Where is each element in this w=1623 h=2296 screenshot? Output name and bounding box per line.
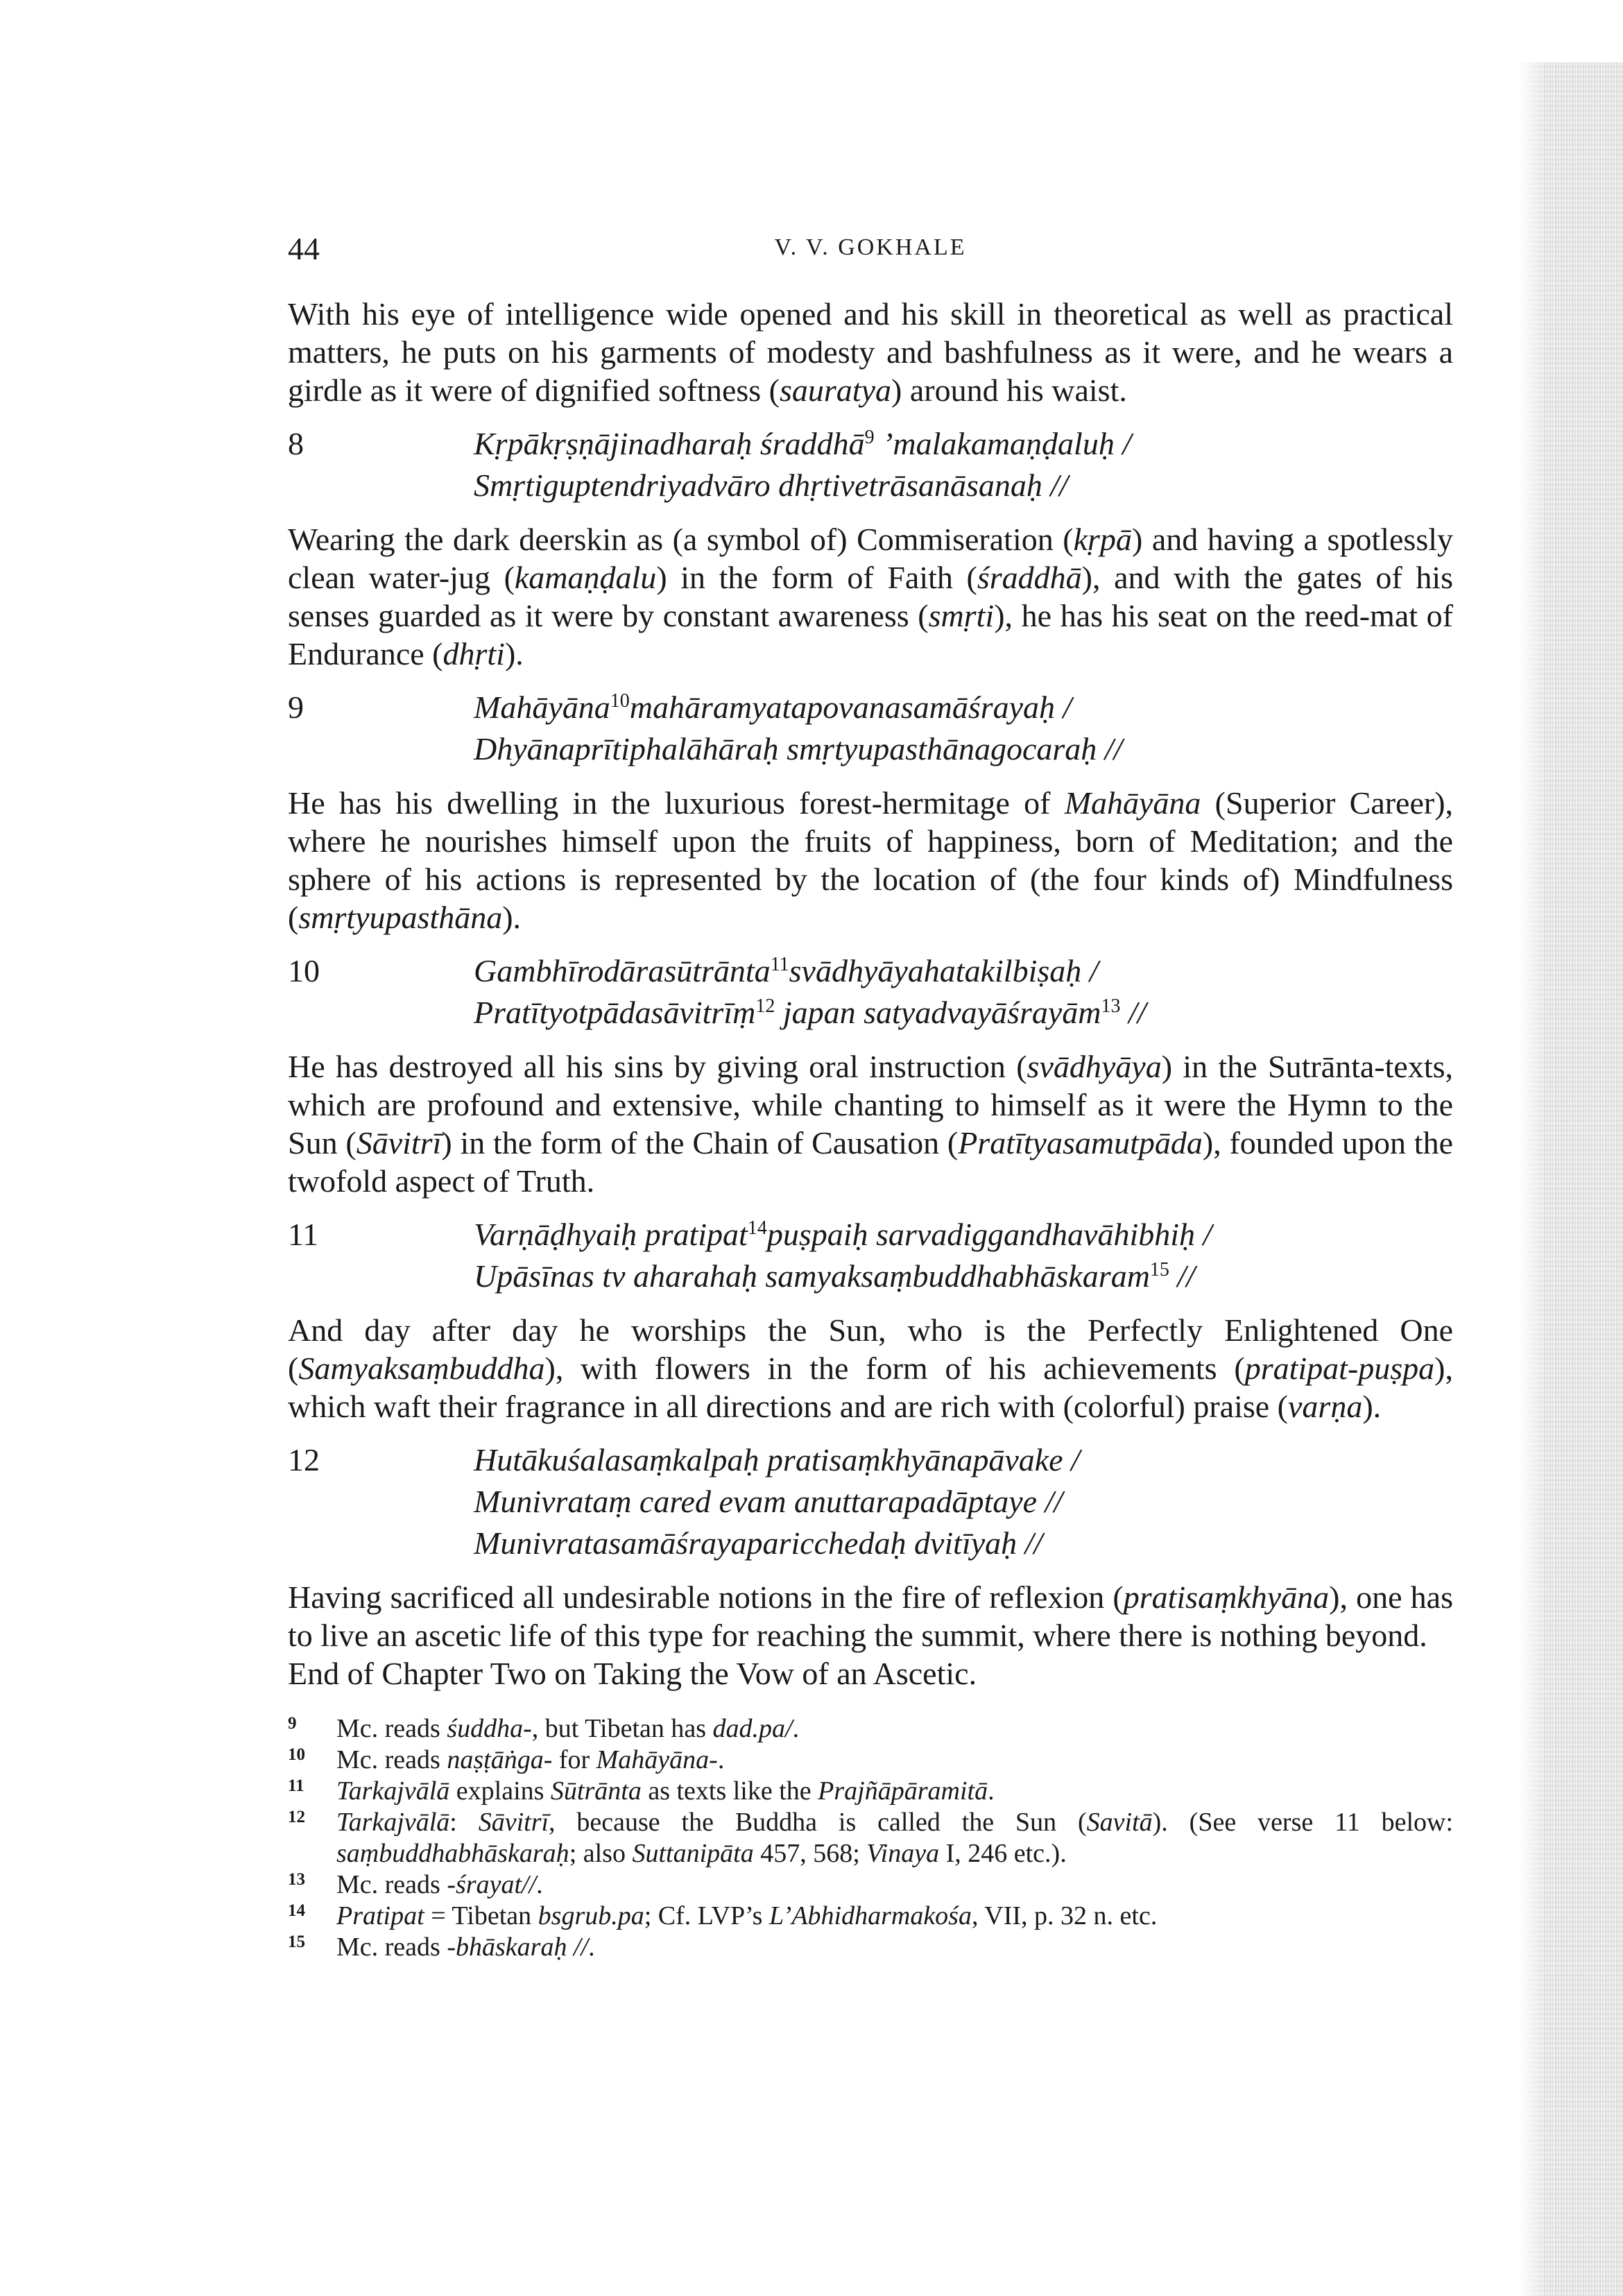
verse-text: svādhyāyahatakilbiṣaḥ /: [789, 953, 1099, 988]
footnote-text: ; also: [569, 1839, 633, 1868]
sanskrit-term: Samyaksaṃbuddha: [298, 1351, 545, 1386]
verse-line: Smṛtiguptendriyadvāro dhṛtivetrāsanāsanaḥ //: [474, 468, 1068, 503]
footnote-term: -bhāskaraḥ //: [447, 1933, 589, 1962]
sanskrit-term: sauratya: [780, 372, 891, 408]
footnote-term: Prajñāpāramitā: [818, 1776, 988, 1806]
footnote-text: I, 246 etc.).: [939, 1839, 1067, 1868]
footnotes: [288, 1713, 1453, 1963]
footnote-text: ). (See verse 11 below:: [1152, 1808, 1453, 1837]
verse-text: Pratītyotpādasāvitrīṃ: [474, 995, 756, 1030]
verse-line: [474, 687, 1453, 728]
sanskrit-term: dhṛti: [443, 636, 505, 671]
footnote-number: 14: [288, 1901, 305, 1920]
sanskrit-term: kamaṇḍalu: [514, 560, 657, 595]
sanskrit-term: smṛti: [928, 598, 995, 633]
footnote-text: .: [717, 1745, 725, 1774]
footnote-text: Mc. reads: [336, 1870, 447, 1899]
verse-text: Kṛpākṛṣṇājinadharaḥ śraddhā: [474, 426, 865, 461]
verse-line: [474, 950, 1453, 992]
footnote-text: :: [449, 1808, 479, 1837]
verse-text: ’malakamaṇḍaluḥ /: [874, 426, 1132, 461]
paragraph-text: Wearing the dark deerskin as (a symbol of) Commiseration (: [288, 522, 1074, 557]
footnote-term: dad.pa/: [712, 1714, 793, 1743]
footnote-text: .: [792, 1714, 800, 1743]
footnote-text: for: [552, 1745, 596, 1774]
footnote-text: .: [988, 1776, 995, 1806]
paragraph-text: ), one has to live an ascetic life of this type for reaching the summit, where there is nothing beyond.: [288, 1579, 1453, 1653]
footnote-term: Vinaya: [866, 1839, 940, 1868]
footnote-ref: 15: [1149, 1259, 1169, 1280]
footnote-ref: 12: [755, 995, 775, 1017]
verse-line: Munivratasamāśrayaparicchedaḥ dvitīyaḥ //: [474, 1525, 1043, 1561]
footnote-ref: 14: [747, 1217, 767, 1239]
footnote-number: 15: [288, 1933, 305, 1951]
footnote-12: [288, 1807, 1453, 1869]
verse-text: Mahāyāna: [474, 689, 610, 725]
footnote-ref: 9: [864, 427, 875, 448]
footnote-text: .: [536, 1870, 543, 1899]
page-edge-fade: [1519, 62, 1547, 2296]
paragraph-3: [288, 784, 1453, 936]
footnote-term: Tarkajvālā: [336, 1776, 450, 1806]
verse-text: mahāramyatapovanasamāśrayaḥ /: [629, 689, 1072, 725]
footnote-text: , VII, p. 32 n. etc.: [971, 1901, 1158, 1930]
sanskrit-term: svādhyāya: [1027, 1049, 1162, 1084]
footnote-term: Mahāyāna-: [596, 1745, 718, 1774]
footnote-term: saṃbuddhabhāskaraḥ: [336, 1839, 569, 1868]
verse-10: [288, 950, 1453, 1034]
verse-line: Hutākuśalasaṃkalpaḥ pratisaṃkhyānapāvake /: [474, 1442, 1080, 1477]
footnote-ref: 13: [1101, 995, 1121, 1017]
footnote-text: , but Tibetan has: [531, 1714, 713, 1743]
footnote-term: Suttanipāta: [632, 1839, 754, 1868]
footnote-text: 457, 568;: [753, 1839, 867, 1868]
footnote-14: [288, 1901, 1453, 1932]
footnote-text: ; Cf. LVP’s: [644, 1901, 769, 1930]
verse-number: 9: [288, 689, 304, 725]
verse-number: 8: [288, 426, 304, 461]
footnote-term: naṣṭāṅga-: [447, 1745, 553, 1774]
verse-text: Varṇāḍhyaiḥ pratipat: [474, 1217, 748, 1252]
footnote-text: Mc. reads: [336, 1714, 447, 1743]
footnote-text: , because the Buddha is called the Sun (: [549, 1808, 1087, 1837]
footnote-text: as texts like the: [641, 1776, 818, 1806]
sanskrit-term: pratisaṃkhyāna: [1123, 1579, 1330, 1615]
verse-text: //: [1169, 1258, 1195, 1294]
paragraph-text: He has destroyed all his sins by giving oral instruction (: [288, 1049, 1027, 1084]
paragraph-2: [288, 520, 1453, 673]
verse-line: [474, 423, 1453, 465]
verse-line: Dhyānaprītiphalāhāraḥ smṛtyupasthānagocaraḥ //: [474, 731, 1123, 766]
footnote-text: = Tibetan: [424, 1901, 538, 1930]
paragraph-text: ).: [504, 636, 524, 671]
footnote-ref: 11: [770, 954, 789, 975]
verse-number: 12: [288, 1442, 320, 1477]
footnote-number: 12: [288, 1808, 305, 1826]
footnote-text: .: [588, 1933, 595, 1962]
paragraph-text: ), founded upon the twofold aspect of Truth.: [288, 1125, 1453, 1199]
footnote-term: Tarkajvālā: [336, 1808, 450, 1837]
verse-line: [474, 1256, 1453, 1297]
verse-text: japan satyadvayāśrayām: [775, 995, 1101, 1030]
footnote-10: [288, 1745, 1453, 1776]
footnote-number: 13: [288, 1870, 305, 1889]
footnote-term: -śrayat//: [447, 1870, 537, 1899]
paragraph-text: Having sacrificed all undesirable notions in the fire of reflexion (: [288, 1579, 1124, 1615]
footnote-term: Pratipat: [336, 1901, 424, 1930]
footnote-term: Savitā: [1086, 1808, 1153, 1837]
paragraph-text: With his eye of intelligence wide opened and his skill in theoretical as well as practical matters, he puts on his garments of modesty and bashfulness as it were, and he wears a girdle as it were of dignified softness: [288, 296, 1453, 408]
paragraph-4: [288, 1047, 1453, 1200]
footnote-13: [288, 1869, 1453, 1901]
verse-number: 10: [288, 953, 320, 988]
paragraph-text: (Superior Career), where he nourishes himself upon the fruits of happiness, born of Meditation; and the sphere of his actions is represented by the location of (the four kinds of) Mindfulness (: [288, 785, 1454, 935]
paragraph-text: ), with flowers in the form of his achievements (: [544, 1351, 1245, 1386]
footnote-number: 9: [288, 1714, 297, 1733]
footnote-term: Sūtrānta: [550, 1776, 642, 1806]
footnote-9: [288, 1713, 1453, 1745]
footnote-number: 10: [288, 1745, 305, 1764]
footnote-number: 11: [288, 1776, 304, 1795]
chapter-end-line: End of Chapter Two on Taking the Vow of an Ascetic.: [288, 1656, 977, 1691]
sanskrit-term: smṛtyupasthāna: [298, 900, 503, 935]
verse-line: [474, 1214, 1453, 1256]
footnote-15: [288, 1932, 1453, 1963]
footnote-11: [288, 1776, 1453, 1807]
sanskrit-term: pratipat-puṣpa: [1244, 1351, 1435, 1386]
paragraph-5: [288, 1311, 1453, 1425]
footnote-text: Mc. reads: [336, 1933, 447, 1962]
paragraph-6: [288, 1578, 1453, 1654]
sanskrit-term: kṛpā: [1073, 522, 1132, 557]
sanskrit-term: śraddhā: [977, 560, 1082, 595]
sanskrit-term: Sāvitrī: [356, 1125, 442, 1160]
running-head: V. V. GOKHALE: [774, 234, 967, 260]
footnote-term: bsgrub.pa: [538, 1901, 644, 1930]
verse-12: [288, 1439, 1453, 1564]
paragraph-text: ) and having a spotlessly clean water-jug (: [288, 522, 1453, 595]
verse-8: [288, 423, 1453, 506]
paragraph-text: ), which waft their fragrance in all directions and are rich with (colorful) praise (: [288, 1351, 1453, 1424]
paragraph-text: ).: [1362, 1389, 1382, 1424]
paragraph-text: ).: [502, 900, 522, 935]
footnote-term: L’Abhidharmakośa: [768, 1901, 972, 1930]
verse-text: Upāsīnas tv aharahaḥ samyaksaṃbuddhabhāskaram: [474, 1258, 1150, 1294]
paragraph-text: He has his dwelling in the luxurious forest-hermitage of: [288, 785, 1051, 821]
paragraph-text: ) in the Sutrānta-texts, which are profound and extensive, while chanting to himself as it were the Hymn to the Sun (: [288, 1049, 1453, 1160]
paragraph-text: ), he has his seat on the reed-mat of Endurance (: [288, 598, 1453, 671]
verse-text: Gambhīrodārasūtrānta: [474, 953, 771, 988]
sanskrit-term: Mahāyāna: [1064, 785, 1201, 821]
footnote-term: Sāvitrī: [478, 1808, 549, 1837]
paragraph-text: ), and with the gates of his senses guarded as it were by constant awareness (: [288, 560, 1453, 633]
verse-11: [288, 1214, 1453, 1297]
paragraph-text: around his waist.: [909, 372, 1127, 408]
verse-text: //: [1120, 995, 1147, 1030]
footnote-text: explains: [449, 1776, 551, 1806]
verse-line: Munivrataṃ cared evam anuttarapadāptaye //: [474, 1484, 1063, 1519]
verse-number: 11: [288, 1217, 319, 1252]
page-edge-shadow: [1519, 62, 1623, 2296]
footnote-term: śuddha-: [447, 1714, 532, 1743]
page-header: [288, 230, 1453, 279]
footnote-text: Mc. reads: [336, 1745, 447, 1774]
paragraph-1: With his eye of intelligence wide opened and his skill in theoretical as well as practical matters, he puts on his garments of modesty and bashfulness as it were, and he wears a girdle as it were of dignified softness (sauratya) around his waist.: [288, 296, 1453, 408]
paragraph-text: ) in the form of the Chain of Causation (: [441, 1125, 959, 1160]
page-number: 44: [288, 231, 320, 266]
sanskrit-term: varṇa: [1288, 1389, 1363, 1424]
verse-text: puṣpaiḥ sarvadiggandhavāhibhiḥ /: [766, 1217, 1212, 1252]
sanskrit-term: Pratītyasamutpāda: [958, 1125, 1203, 1160]
paragraph-text: And day after day he worships the Sun, who is the Perfectly Enlightened One (: [288, 1312, 1453, 1386]
paragraph-text: ) in the form of Faith (: [656, 560, 977, 595]
page-body: [288, 295, 1453, 1963]
verse-9: [288, 687, 1453, 770]
verse-line: [474, 992, 1453, 1034]
footnote-ref: 10: [610, 690, 630, 712]
